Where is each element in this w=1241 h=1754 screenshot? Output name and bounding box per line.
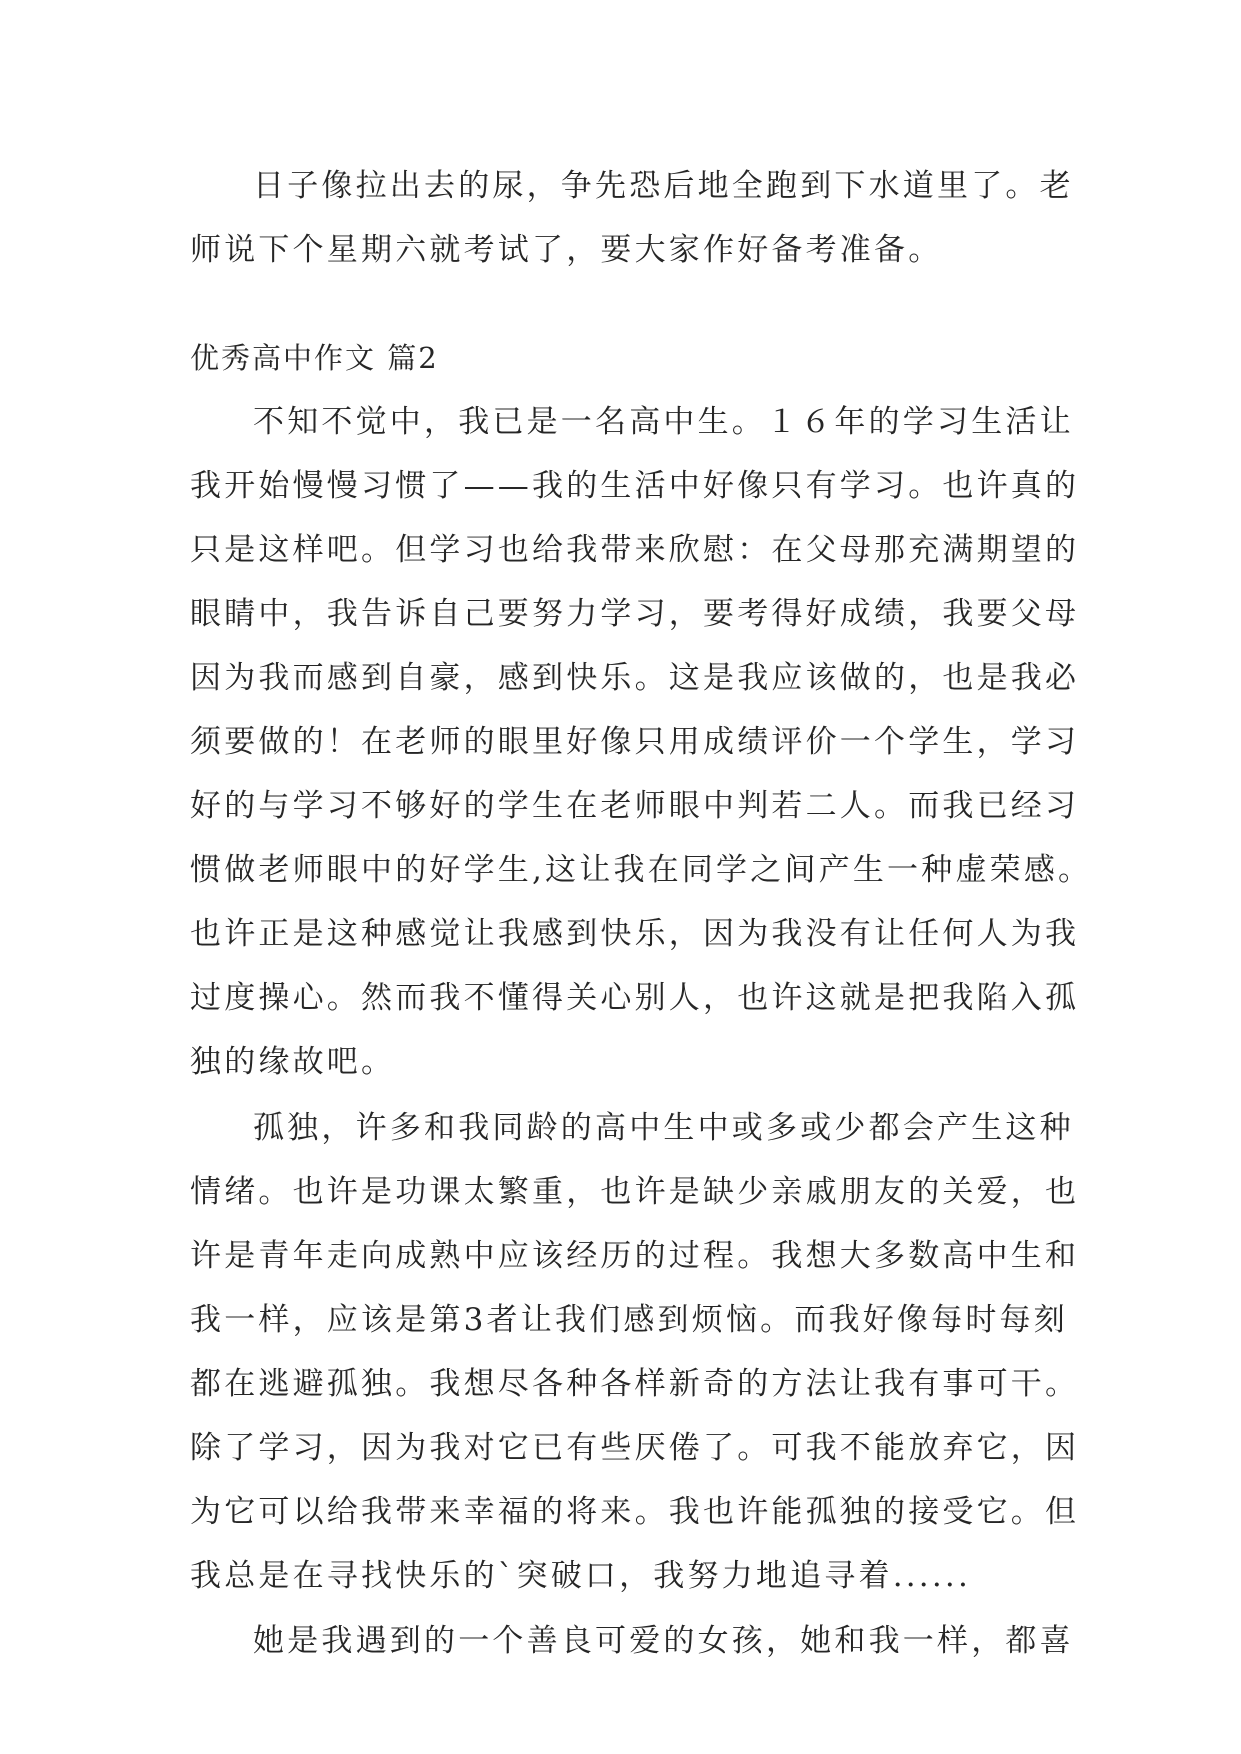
paragraph-line: 不知不觉中，我已是一名高中生。１６年的学习生活让	[253, 404, 1074, 440]
paragraph-line: 眼睛中，我告诉自己要努力学习，要考得好成绩，我要父母	[190, 596, 1080, 632]
paragraph-line: 师说下个星期六就考试了，要大家作好备考准备。	[190, 232, 943, 268]
paragraph-line: 除了学习，因为我对它已有些厌倦了。可我不能放弃它，因	[190, 1430, 1080, 1466]
paragraph-line: 她是我遇到的一个善良可爱的女孩，她和我一样，都喜	[253, 1623, 1074, 1659]
paragraph-line: 孤独，许多和我同龄的高中生中或多或少都会产生这种	[253, 1110, 1074, 1146]
paragraph-line: 惯做老师眼中的好学生,这让我在同学之间产生一种虚荣感。	[190, 852, 1093, 888]
paragraph-line: 情绪。也许是功课太繁重，也许是缺少亲戚朋友的关爱，也	[190, 1174, 1080, 1210]
paragraph-2	[190, 1096, 1080, 1608]
paragraph-1	[190, 390, 1093, 1094]
paragraph-previous	[190, 154, 1074, 282]
paragraph-line: 为它可以给我带来幸福的将来。我也许能孤独的接受它。但	[190, 1494, 1080, 1530]
paragraph-line: 因为我而感到自豪，感到快乐。这是我应该做的，也是我必	[190, 660, 1080, 696]
paragraph-line: 也许正是这种感觉让我感到快乐，因为我没有让任何人为我	[190, 916, 1080, 952]
paragraph-line: 只是这样吧。但学习也给我带来欣慰：在父母那充满期望的	[190, 532, 1080, 568]
paragraph-3	[190, 1609, 1074, 1673]
paragraph-line: 我一样，应该是第3者让我们感到烦恼。而我好像每时每刻	[190, 1302, 1068, 1338]
paragraph-line: 都在逃避孤独。我想尽各种各样新奇的方法让我有事可干。	[190, 1366, 1080, 1402]
paragraph-line: 好的与学习不够好的学生在老师眼中判若二人。而我已经习	[190, 788, 1080, 824]
paragraph-line: 过度操心。然而我不懂得关心别人，也许这就是把我陷入孤	[190, 980, 1080, 1016]
paragraph-line: 日子像拉出去的尿，争先恐后地全跑到下水道里了。老	[253, 168, 1074, 204]
paragraph-line: 我总是在寻找快乐的`突破口，我努力地追寻着......	[190, 1558, 972, 1594]
paragraph-line: 许是青年走向成熟中应该经历的过程。我想大多数高中生和	[190, 1238, 1080, 1274]
section-heading: 优秀高中作文 篇2	[190, 341, 439, 375]
paragraph-line: 须要做的！在老师的眼里好像只用成绩评价一个学生，学习	[190, 724, 1080, 760]
paragraph-line: 我开始慢慢习惯了——我的生活中好像只有学习。也许真的	[190, 468, 1080, 504]
paragraph-line: 独的缘故吧。	[190, 1044, 396, 1080]
